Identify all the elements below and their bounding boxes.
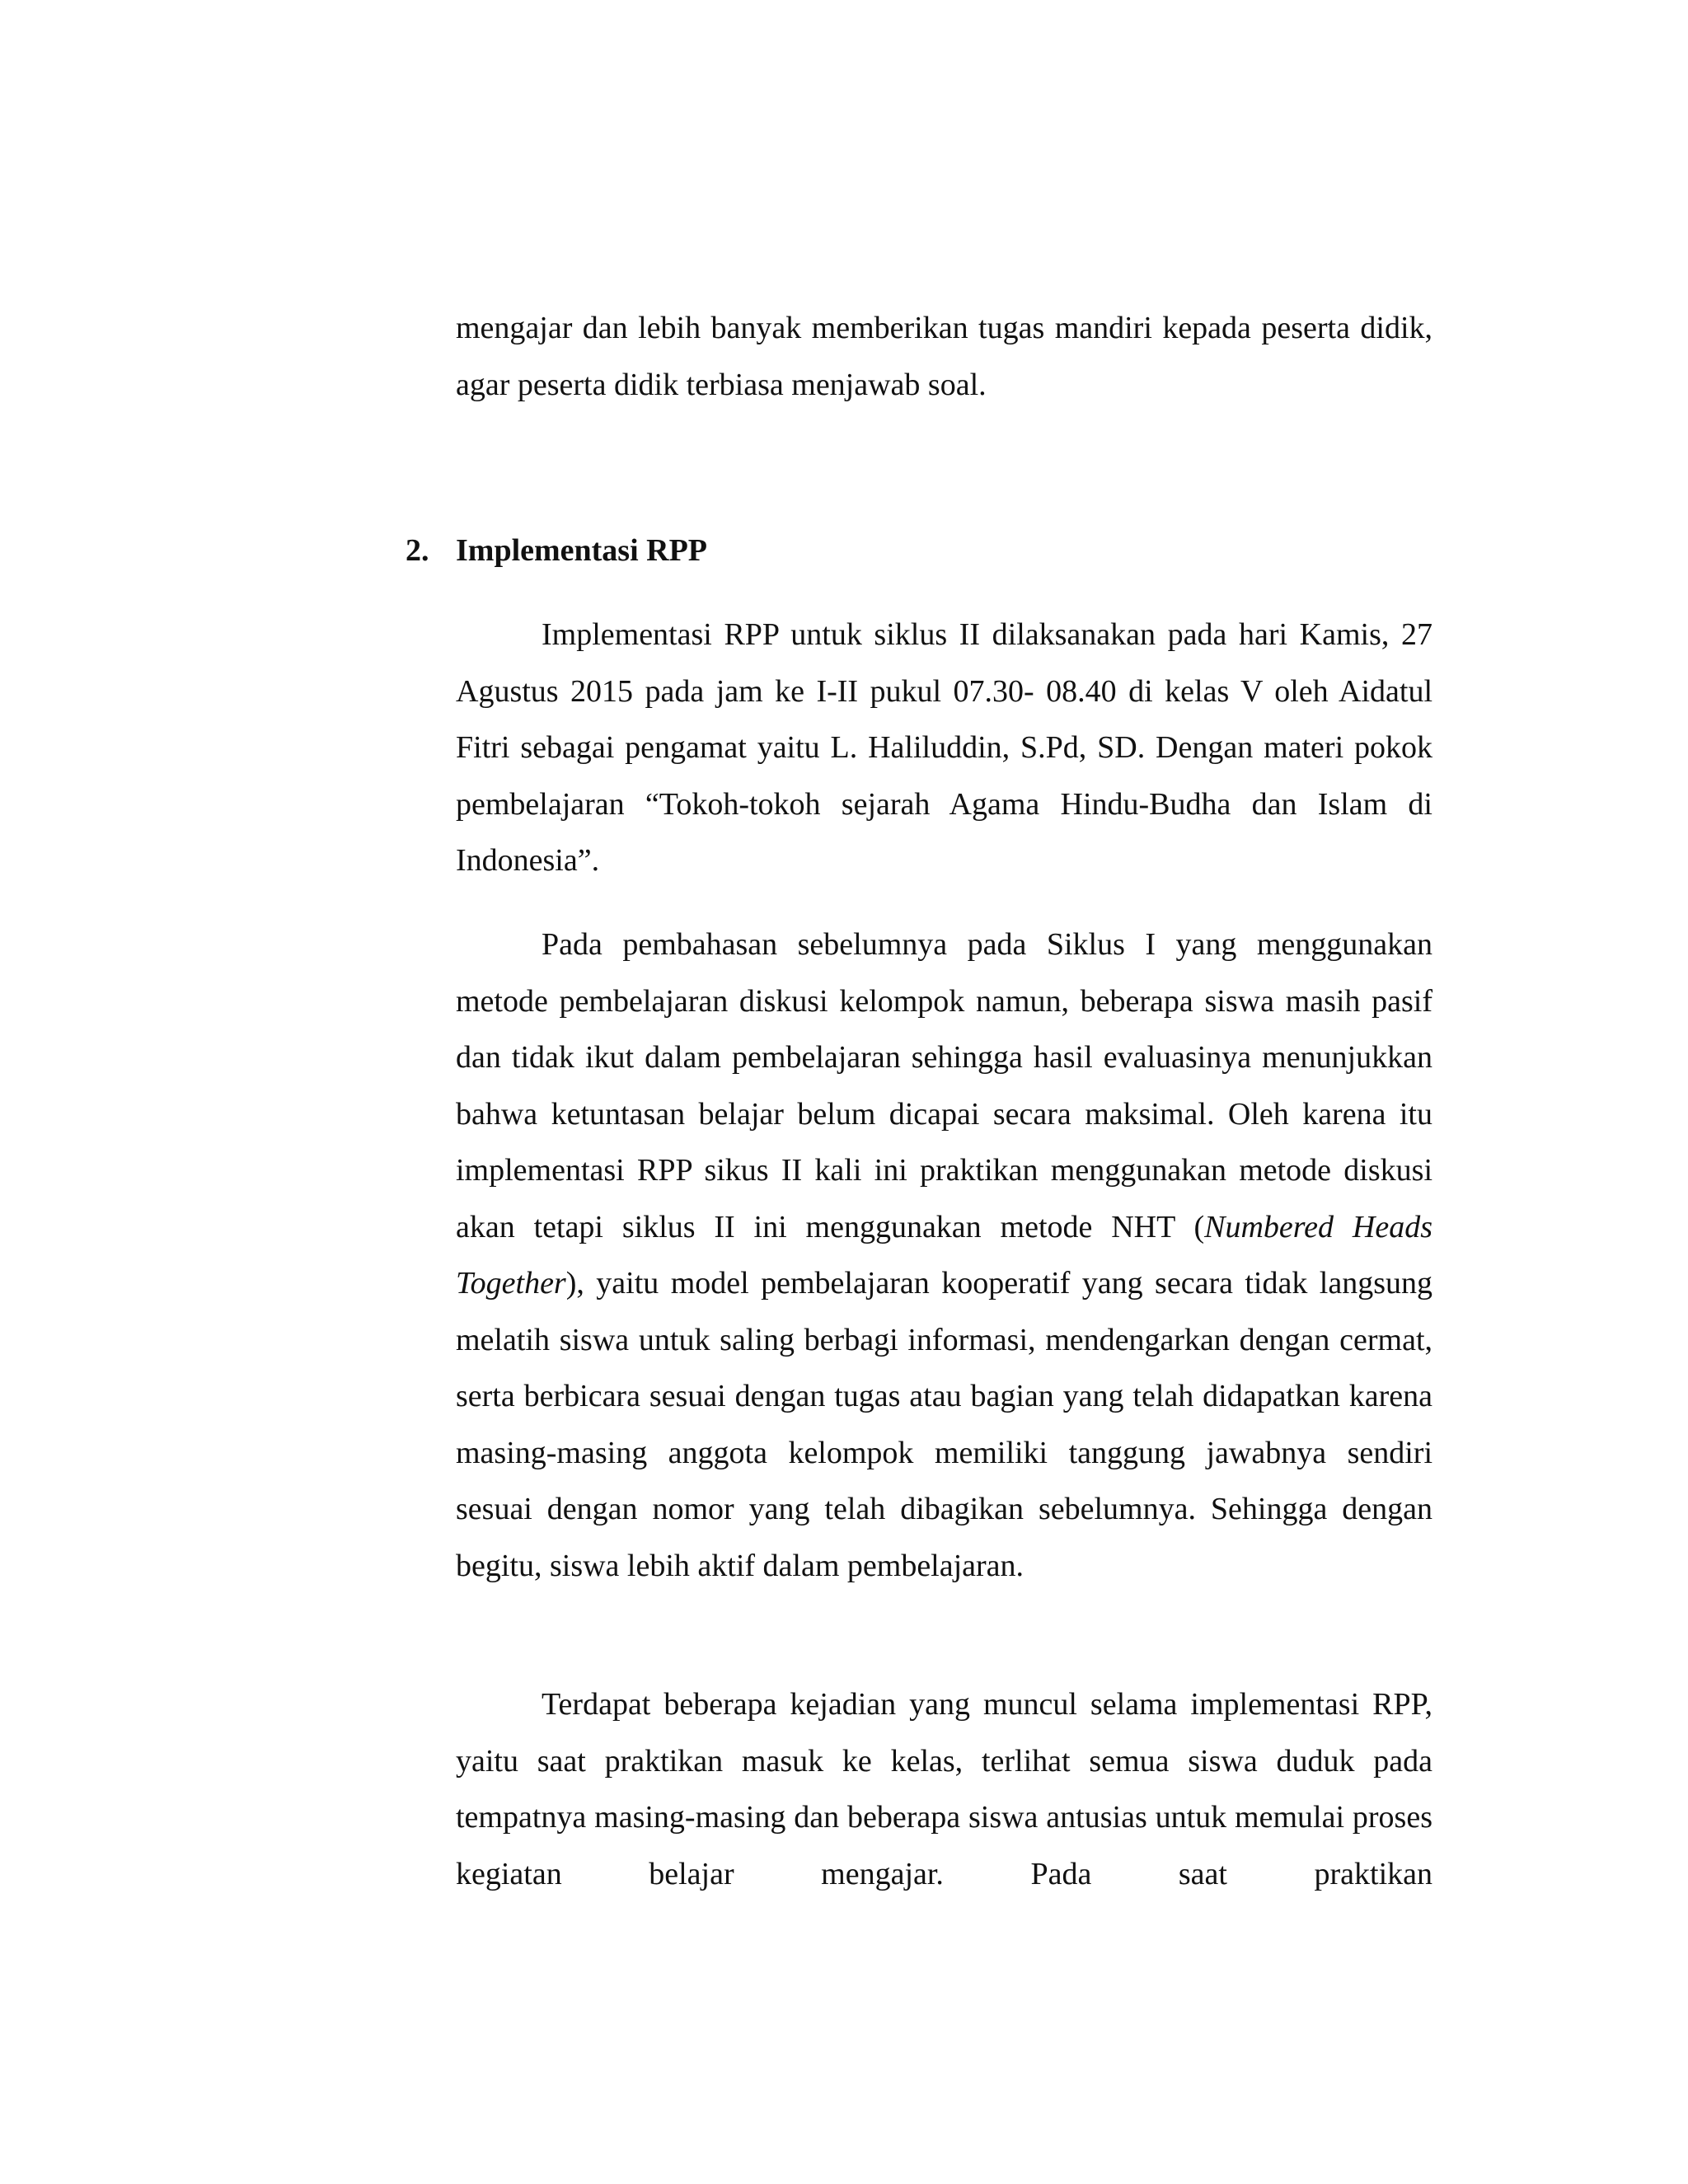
section-number: 2.	[406, 533, 429, 568]
paragraph-method-text-end: ), yaitu model pembelajaran kooperatif yang secara tidak langsung melatih siswa untuk saling berbagi informasi, mendengarkan dengan cermat, serta berbicara sesuai dengan tugas atau bagian yang telah didapatkan karena masing-masing anggota kelompok memiliki tanggung jawabnya sendiri sesuai dengan nomor yang telah dibagikan sebelumnya. Sehingga dengan begitu, siswa lebih aktif dalam pembelajaran.	[456, 1266, 1432, 1583]
paragraph-class-events: Terdapat beberapa kejadian yang muncul selama implementasi RPP, yaitu saat praktikan masuk ke kelas, terlihat semua siswa duduk pada tempatnya masing-masing dan beberapa siswa antusias untuk memulai proses kegiatan belajar mengajar. Pada saat praktikan	[456, 1687, 1432, 1891]
paragraph-method-text-start: Pada pembahasan sebelumnya pada Siklus I yang menggunakan metode pembelajaran diskusi kelompok namun, beberapa siswa masih pasif dan tidak ikut dalam pembelajaran sehingga hasil evaluasinya menunjukkan bahwa ketuntasan belajar belum dicapai secara maksimal. Oleh karena itu implementasi RPP sikus II kali ini praktikan menggunakan metode diskusi akan tetapi siklus II ini menggunakan metode NHT (	[456, 927, 1432, 1244]
method-name-italic: Numbered Heads Together	[456, 1209, 1432, 1301]
paragraph-method-description	[456, 916, 1432, 1594]
paragraph-implementation-schedule: Implementasi RPP untuk siklus II dilaksanakan pada hari Kamis, 27 Agustus 2015 pada jam ke I-II pukul 07.30- 08.40 di kelas V oleh Aidatul Fitri sebagai pengamat yaitu L. Haliluddin, S.Pd, SD. Dengan materi pokok pembelajaran “Tokoh-tokoh sejarah Agama Hindu-Budha dan Islam di Indonesia”.	[456, 617, 1432, 878]
section-heading	[406, 523, 707, 579]
intro-paragraph: mengajar dan lebih banyak memberikan tugas mandiri kepada peserta didik, agar peserta didik terbiasa menjawab soal.	[456, 311, 1432, 402]
section-title: Implementasi RPP	[456, 533, 708, 568]
